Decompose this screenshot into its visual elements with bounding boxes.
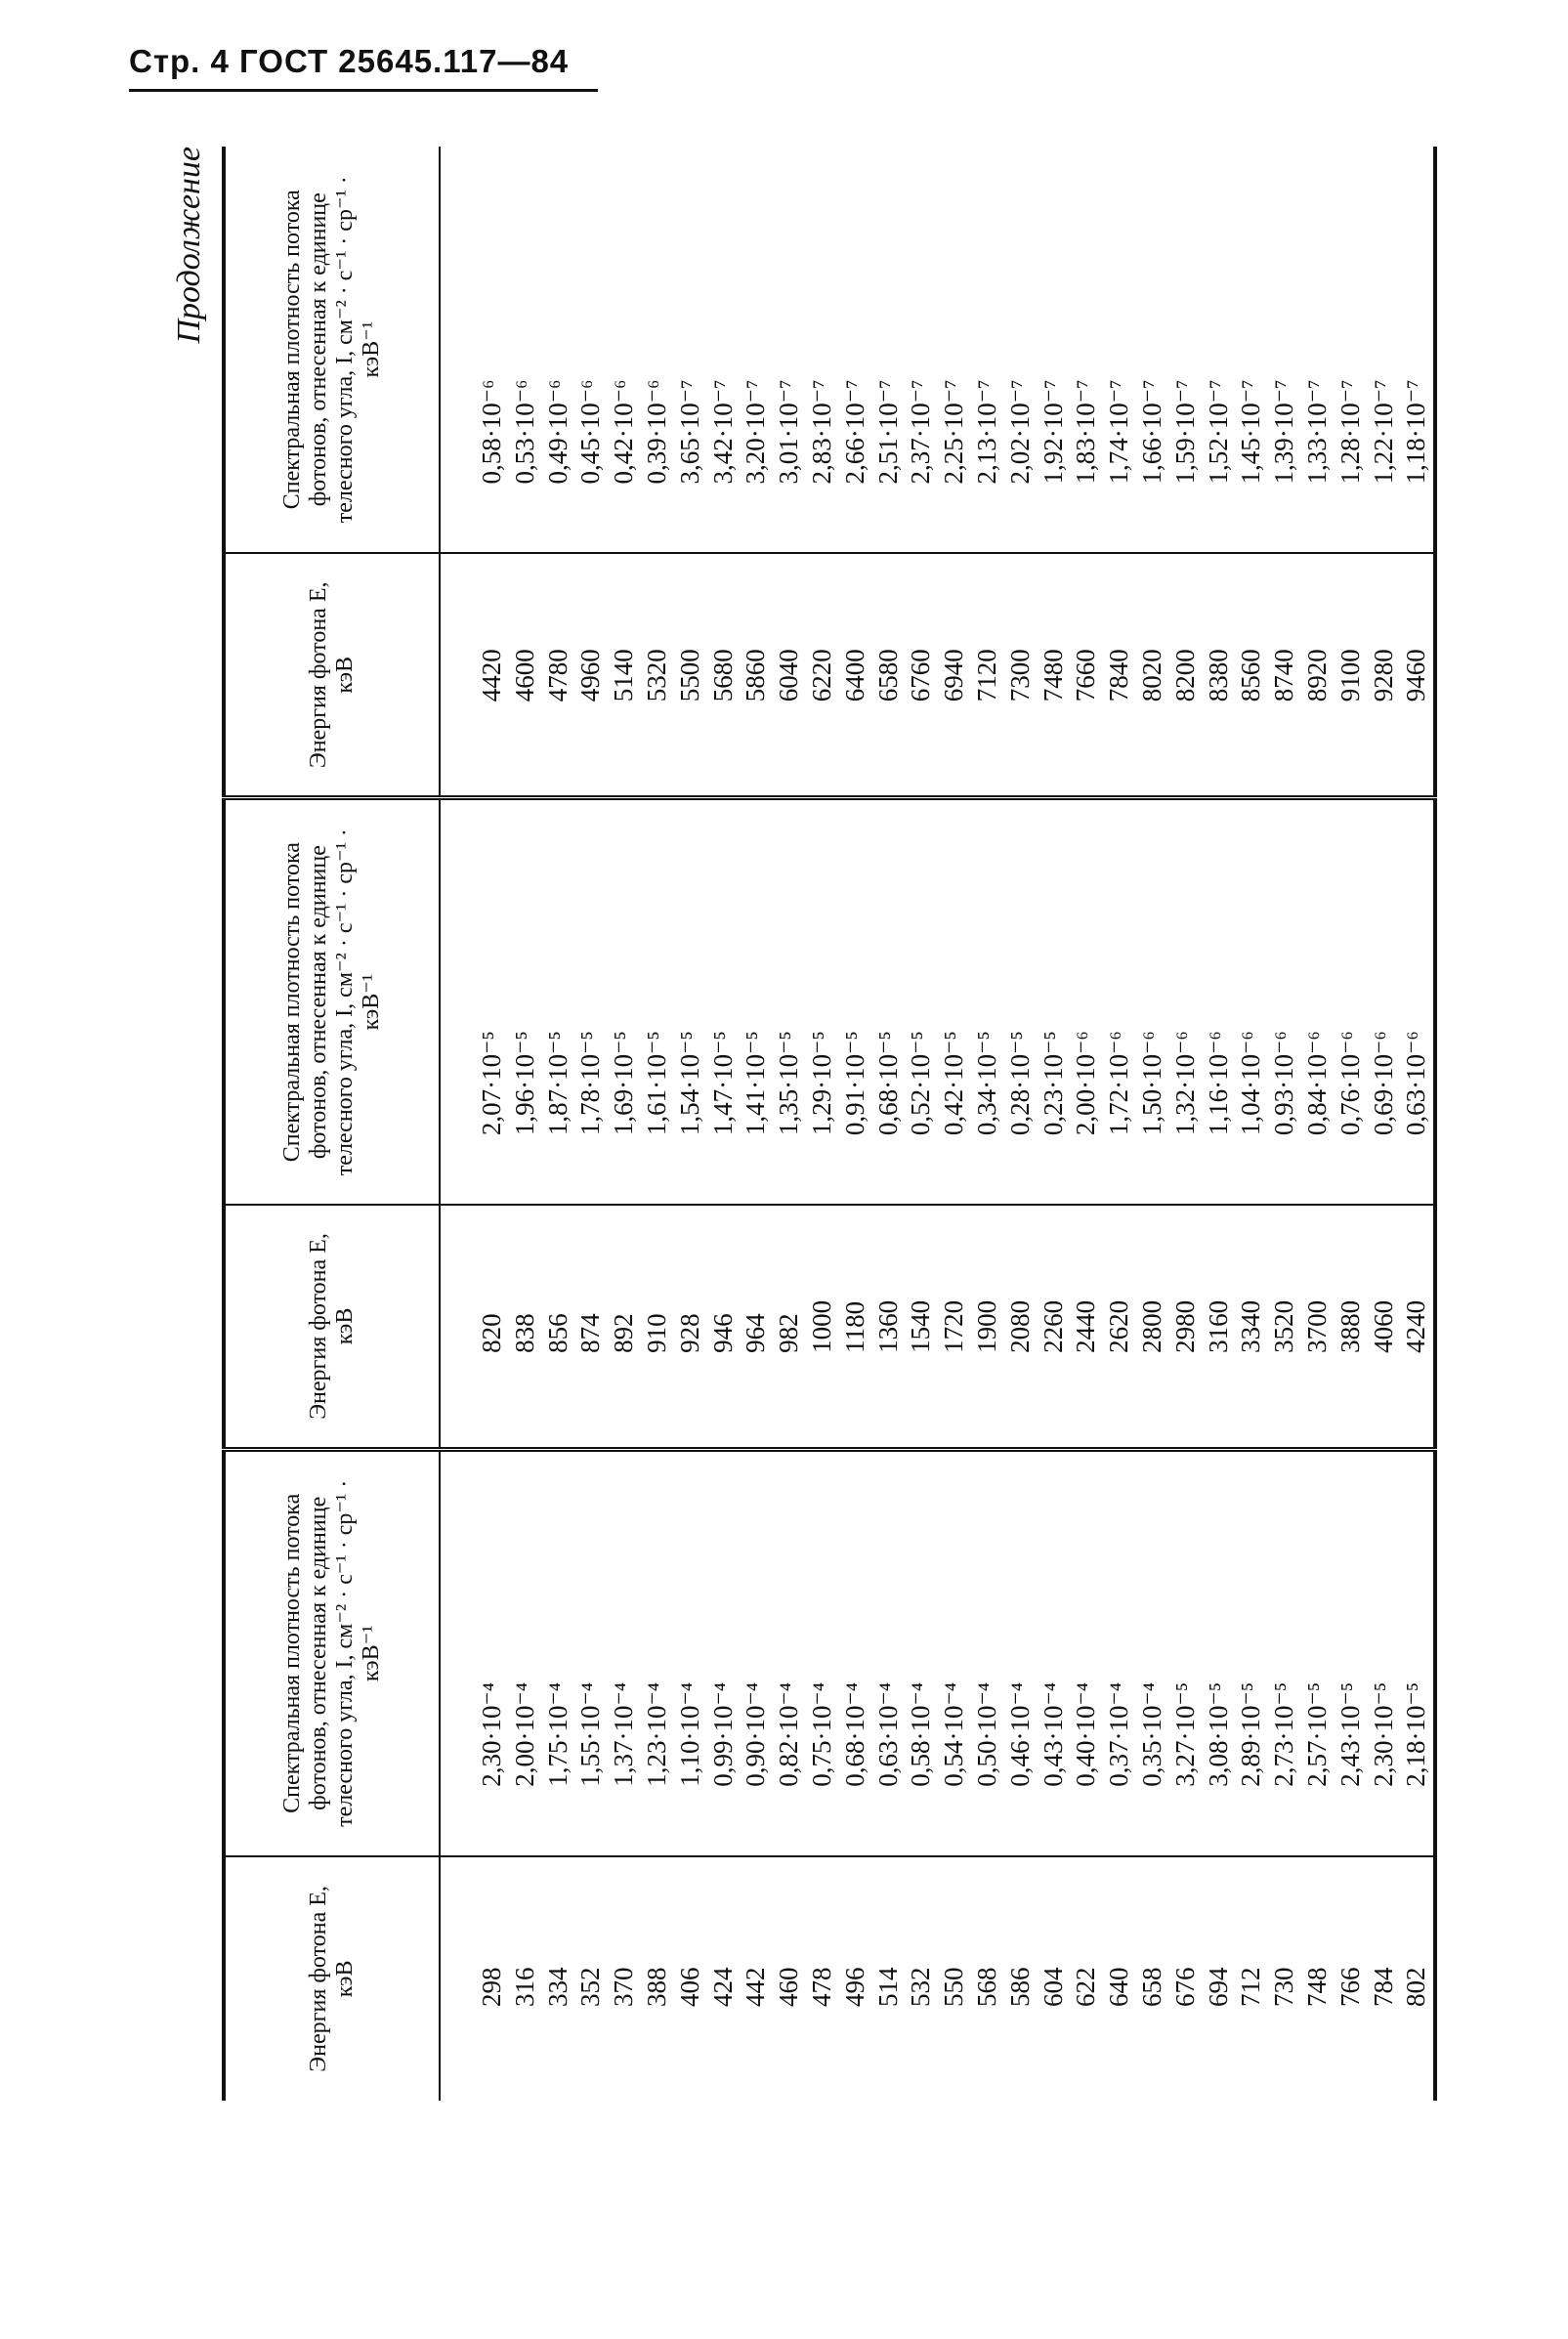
energy-cell: 316	[509, 1856, 542, 2101]
spectral-density-cell: 1,87·10⁻⁵	[542, 798, 575, 1205]
continued-label: Продолжение	[171, 147, 207, 344]
energy-cell: 8560	[1235, 553, 1268, 797]
spectral-density-cell: 2,30·10⁻⁴	[440, 1449, 509, 1855]
spectral-density-cell: 0,68·10⁻⁴	[839, 1449, 872, 1855]
energy-cell: 406	[674, 1856, 707, 2101]
spectral-density-cell: 0,93·10⁻⁶	[1268, 798, 1301, 1205]
energy-cell: 694	[1203, 1856, 1236, 2101]
energy-cell: 5680	[707, 553, 741, 797]
energy-cell: 6220	[806, 553, 839, 797]
spectral-density-cell: 1,22·10⁻⁷	[1368, 379, 1398, 485]
energy-cell: 3880	[1335, 1205, 1368, 1449]
spectral-density-cell: 0,69·10⁻⁶	[1368, 798, 1401, 1205]
spectral-density-cell: 2,89·10⁻⁵	[1235, 1449, 1268, 1855]
energy-cell: 910	[641, 1205, 674, 1449]
energy-column-header: Энергия фотона E, кэВ	[224, 1856, 440, 2101]
spectral-density-cell: 2,43·10⁻⁵	[1335, 1449, 1368, 1855]
spectral-density-cell: 1,55·10⁻⁴	[574, 1449, 608, 1855]
energy-cell: 1360	[872, 1205, 906, 1449]
spectral-density-cell: 2,25·10⁻⁷	[939, 379, 969, 485]
spectral-density-cell: 0,40·10⁻⁴	[1070, 1449, 1103, 1855]
page-header: Стр. 4 ГОСТ 25645.117—84	[129, 43, 570, 79]
energy-cell: 3700	[1301, 1205, 1335, 1449]
energy-cell: 712	[1235, 1856, 1268, 2101]
header-rule	[129, 89, 598, 92]
spectral-density-cell: 0,50·10⁻⁴	[971, 1449, 1004, 1855]
table-row	[905, 147, 938, 2101]
table-row	[872, 147, 906, 2101]
energy-cell: 622	[1070, 1856, 1103, 2101]
energy-cell: 784	[1368, 1856, 1401, 2101]
spectral-density-cell: 1,54·10⁻⁵	[674, 798, 707, 1205]
spectral-density-cell: 2,00·10⁻⁶	[1070, 798, 1103, 1205]
energy-cell: 2980	[1169, 1205, 1203, 1449]
spectral-density-cell: 2,07·10⁻⁵	[440, 798, 509, 1205]
energy-cell: 7660	[1070, 553, 1103, 797]
table-row	[608, 147, 641, 2101]
energy-cell: 478	[806, 1856, 839, 2101]
table-row	[674, 147, 707, 2101]
energy-cell: 730	[1268, 1856, 1301, 2101]
spectral-density-cell: 0,39·10⁻⁶	[641, 379, 671, 485]
energy-cell: 7300	[1004, 553, 1038, 797]
energy-cell: 1900	[971, 1205, 1004, 1449]
spectral-density-cell: 3,08·10⁻⁵	[1203, 1449, 1236, 1855]
table-row	[542, 147, 575, 2101]
spectral-density-cell: 0,45·10⁻⁶	[575, 379, 606, 485]
spectral-density-cell: 0,82·10⁻⁴	[773, 1449, 806, 1855]
energy-cell: 7840	[1103, 553, 1136, 797]
energy-cell: 496	[839, 1856, 872, 2101]
energy-cell: 3340	[1235, 1205, 1268, 1449]
energy-cell: 7480	[1038, 553, 1071, 797]
spectral-density-cell: 0,28·10⁻⁵	[1004, 798, 1038, 1205]
spectral-density-cell: 1,35·10⁻⁵	[773, 798, 806, 1205]
spectral-density-cell: 2,13·10⁻⁷	[971, 379, 1001, 485]
energy-cell: 1180	[839, 1205, 872, 1449]
spectral-density-cell: 1,33·10⁻⁷	[1301, 379, 1332, 485]
energy-cell: 3520	[1268, 1205, 1301, 1449]
spectral-density-cell: 2,30·10⁻⁵	[1368, 1449, 1401, 1855]
spectral-density-cell: 0,75·10⁻⁴	[806, 1449, 839, 1855]
energy-cell: 1540	[905, 1205, 938, 1449]
energy-cell: 442	[740, 1856, 773, 2101]
spectral-density-cell: 0,90·10⁻⁴	[740, 1449, 773, 1855]
spectral-density-cell: 1,39·10⁻⁷	[1269, 379, 1299, 485]
energy-cell: 424	[707, 1856, 741, 2101]
energy-cell: 388	[641, 1856, 674, 2101]
energy-cell: 4960	[574, 553, 608, 797]
spectral-density-cell: 2,51·10⁻⁷	[872, 379, 903, 485]
table-row	[1301, 147, 1335, 2101]
energy-cell: 8020	[1136, 553, 1169, 797]
spectral-density-cell: 0,76·10⁻⁶	[1335, 798, 1368, 1205]
spectral-density-cell: 0,52·10⁻⁵	[905, 798, 938, 1205]
spectral-density-cell: 1,69·10⁻⁵	[608, 798, 641, 1205]
spectral-density-cell: 1,04·10⁻⁶	[1235, 798, 1268, 1205]
spectral-density-cell: 1,75·10⁻⁴	[542, 1449, 575, 1855]
table-row	[707, 147, 741, 2101]
energy-cell: 5500	[674, 553, 707, 797]
spectral-density-cell: 2,02·10⁻⁷	[1004, 379, 1035, 485]
energy-cell: 8740	[1268, 553, 1301, 797]
energy-cell: 676	[1169, 1856, 1203, 2101]
table-row	[1038, 147, 1071, 2101]
spectral-density-cell: 1,92·10⁻⁷	[1038, 379, 1068, 485]
energy-cell: 2440	[1070, 1205, 1103, 1449]
table-row	[1136, 147, 1169, 2101]
energy-cell: 514	[872, 1856, 906, 2101]
energy-cell: 892	[608, 1205, 641, 1449]
spectral-density-cell: 3,01·10⁻⁷	[774, 379, 804, 485]
energy-cell: 856	[542, 1205, 575, 1449]
energy-cell: 604	[1038, 1856, 1071, 2101]
energy-cell: 532	[905, 1856, 938, 2101]
spectral-density-cell: 1,96·10⁻⁵	[509, 798, 542, 1205]
spectral-density-cell: 1,16·10⁻⁶	[1203, 798, 1236, 1205]
table-row	[1335, 147, 1368, 2101]
energy-cell: 9280	[1368, 553, 1401, 797]
energy-cell: 6940	[938, 553, 971, 797]
energy-cell: 550	[938, 1856, 971, 2101]
spectral-density-cell: 1,37·10⁻⁴	[608, 1449, 641, 1855]
energy-cell: 586	[1004, 1856, 1038, 2101]
spectral-density-cell: 1,45·10⁻⁷	[1236, 379, 1266, 485]
table-row	[740, 147, 773, 2101]
energy-cell: 6040	[773, 553, 806, 797]
energy-cell: 6580	[872, 553, 906, 797]
table-row	[1070, 147, 1103, 2101]
table-row	[839, 147, 872, 2101]
spectral-density-cell: 1,41·10⁻⁵	[740, 798, 773, 1205]
energy-cell: 802	[1400, 1856, 1435, 2101]
spectral-density-cell: 0,54·10⁻⁴	[938, 1449, 971, 1855]
energy-cell: 352	[574, 1856, 608, 2101]
energy-cell: 2800	[1136, 1205, 1169, 1449]
spectral-density-cell: 2,18·10⁻⁵	[1400, 1449, 1435, 1855]
spectral-density-cell: 2,37·10⁻⁷	[906, 379, 936, 485]
energy-cell: 4780	[542, 553, 575, 797]
table-row	[773, 147, 806, 2101]
spectral-density-cell: 0,99·10⁻⁴	[707, 1449, 741, 1855]
spectral-density-cell: 1,66·10⁻⁷	[1136, 379, 1166, 485]
energy-column-header: Энергия фотона E, кэВ	[224, 553, 440, 797]
spectral-density-cell: 0,84·10⁻⁶	[1301, 798, 1335, 1205]
energy-cell: 334	[542, 1856, 575, 2101]
spectral-density-cell: 1,18·10⁻⁷	[1401, 379, 1431, 485]
energy-cell: 5860	[740, 553, 773, 797]
spectral-density-cell: 1,59·10⁻⁷	[1169, 379, 1200, 485]
energy-cell: 568	[971, 1856, 1004, 2101]
energy-cell: 9460	[1400, 553, 1435, 797]
table-row	[1235, 147, 1268, 2101]
spectral-density-cell: 1,32·10⁻⁶	[1169, 798, 1203, 1205]
spectral-density-cell: 2,57·10⁻⁵	[1301, 1449, 1335, 1855]
spectral-density-cell: 2,73·10⁻⁵	[1268, 1449, 1301, 1855]
table-row	[1368, 147, 1401, 2101]
spectral-density-cell: 1,78·10⁻⁵	[574, 798, 608, 1205]
spectral-density-cell: 0,34·10⁻⁵	[971, 798, 1004, 1205]
energy-column-header: Энергия фотона E, кэВ	[224, 1205, 440, 1449]
table-body	[440, 147, 1435, 2101]
spectral-density-cell: 0,91·10⁻⁵	[839, 798, 872, 1205]
spectral-density-cell: 0,42·10⁻⁵	[938, 798, 971, 1205]
spectral-density-cell: 1,29·10⁻⁵	[806, 798, 839, 1205]
energy-cell: 820	[440, 1205, 509, 1449]
energy-cell: 2620	[1103, 1205, 1136, 1449]
energy-cell: 9100	[1335, 553, 1368, 797]
spectral-density-cell: 3,42·10⁻⁷	[707, 379, 738, 485]
spectral-density-cell: 3,65·10⁻⁷	[674, 379, 704, 485]
energy-cell: 946	[707, 1205, 741, 1449]
spectral-density-cell: 1,47·10⁻⁵	[707, 798, 741, 1205]
energy-cell: 6400	[839, 553, 872, 797]
spectral-density-cell: 0,68·10⁻⁵	[872, 798, 906, 1205]
spectral-density-cell: 1,28·10⁻⁷	[1335, 379, 1365, 485]
spectral-density-cell: 0,42·10⁻⁶	[609, 379, 639, 485]
spectral-density-cell: 0,43·10⁻⁴	[1038, 1449, 1071, 1855]
spectral-density-cell: 3,20·10⁻⁷	[741, 379, 771, 485]
table-row	[509, 147, 542, 2101]
energy-cell: 4600	[509, 553, 542, 797]
energy-cell: 4420	[440, 553, 509, 797]
energy-cell: 4240	[1400, 1205, 1435, 1449]
spectral-density-cell: 1,72·10⁻⁶	[1103, 798, 1136, 1205]
spectral-density-cell: 0,23·10⁻⁵	[1038, 798, 1071, 1205]
energy-cell: 370	[608, 1856, 641, 2101]
table-header-row	[224, 147, 440, 2101]
spectral-column-header: Спектральная плотность потока фотонов, отнесенная к единице телесного угла, I, см⁻² · с⁻¹ · ср⁻¹ · кэВ⁻¹	[224, 147, 440, 553]
spectral-density-cell: 0,46·10⁻⁴	[1004, 1449, 1038, 1855]
energy-cell: 874	[574, 1205, 608, 1449]
table-row	[641, 147, 674, 2101]
table-row	[806, 147, 839, 2101]
spectral-density-cell: 0,63·10⁻⁶	[1400, 798, 1435, 1205]
energy-cell: 1720	[938, 1205, 971, 1449]
energy-cell: 7120	[971, 553, 1004, 797]
spectral-density-cell: 1,61·10⁻⁵	[641, 798, 674, 1205]
spectral-column-header: Спектральная плотность потока фотонов, отнесенная к единице телесного угла, I, см⁻² · с⁻¹ · ср⁻¹ · кэВ⁻¹	[224, 1449, 440, 1855]
energy-cell: 4060	[1368, 1205, 1401, 1449]
spectral-density-cell: 2,83·10⁻⁷	[806, 379, 836, 485]
energy-cell: 982	[773, 1205, 806, 1449]
spectral-density-cell: 0,49·10⁻⁶	[542, 379, 572, 485]
energy-cell: 8920	[1301, 553, 1335, 797]
energy-cell: 748	[1301, 1856, 1335, 2101]
energy-cell: 460	[773, 1856, 806, 2101]
spectral-density-cell: 0,37·10⁻⁴	[1103, 1449, 1136, 1855]
table-row	[1004, 147, 1038, 2101]
spectral-density-cell: 3,27·10⁻⁵	[1169, 1449, 1203, 1855]
energy-cell: 8200	[1169, 553, 1203, 797]
table-row	[1103, 147, 1136, 2101]
spectral-density-cell: 1,10·10⁻⁴	[674, 1449, 707, 1855]
spectral-density-cell: 1,74·10⁻⁷	[1104, 379, 1134, 485]
spectral-column-header: Спектральная плотность потока фотонов, отнесенная к единице телесного угла, I, см⁻² · с⁻¹ · ср⁻¹ · кэВ⁻¹	[224, 798, 440, 1205]
energy-cell: 2080	[1004, 1205, 1038, 1449]
table-row	[1268, 147, 1301, 2101]
spectral-density-cell: 0,58·10⁻⁴	[905, 1449, 938, 1855]
table-row	[1169, 147, 1203, 2101]
spectral-density-cell: 1,23·10⁻⁴	[641, 1449, 674, 1855]
energy-cell: 1000	[806, 1205, 839, 1449]
table-row	[938, 147, 971, 2101]
energy-cell: 6760	[905, 553, 938, 797]
table-row	[971, 147, 1004, 2101]
spectral-density-cell: 2,66·10⁻⁷	[839, 379, 869, 485]
spectral-density-table	[222, 147, 1437, 2101]
table-row	[1400, 147, 1435, 2101]
spectral-density-cell: 0,63·10⁻⁴	[872, 1449, 906, 1855]
spectral-density-cell: 0,58·10⁻⁶	[477, 379, 506, 485]
table-row	[574, 147, 608, 2101]
rotated-table-area	[171, 147, 1431, 2101]
energy-cell: 766	[1335, 1856, 1368, 2101]
energy-cell: 658	[1136, 1856, 1169, 2101]
energy-cell: 8380	[1203, 553, 1236, 797]
energy-cell: 5140	[608, 553, 641, 797]
spectral-density-cell: 0,35·10⁻⁴	[1136, 1449, 1169, 1855]
table-row	[1203, 147, 1236, 2101]
spectral-density-cell: 1,50·10⁻⁶	[1136, 798, 1169, 1205]
energy-cell: 964	[740, 1205, 773, 1449]
table-row	[440, 147, 509, 2101]
energy-cell: 298	[440, 1856, 509, 2101]
spectral-density-cell: 2,00·10⁻⁴	[509, 1449, 542, 1855]
spectral-density-cell: 1,83·10⁻⁷	[1071, 379, 1101, 485]
energy-cell: 838	[509, 1205, 542, 1449]
energy-cell: 2260	[1038, 1205, 1071, 1449]
energy-cell: 5320	[641, 553, 674, 797]
energy-cell: 928	[674, 1205, 707, 1449]
spectral-density-cell: 1,52·10⁻⁷	[1203, 379, 1233, 485]
energy-cell: 3160	[1203, 1205, 1236, 1449]
energy-cell: 640	[1103, 1856, 1136, 2101]
spectral-density-cell: 0,53·10⁻⁶	[509, 379, 539, 485]
